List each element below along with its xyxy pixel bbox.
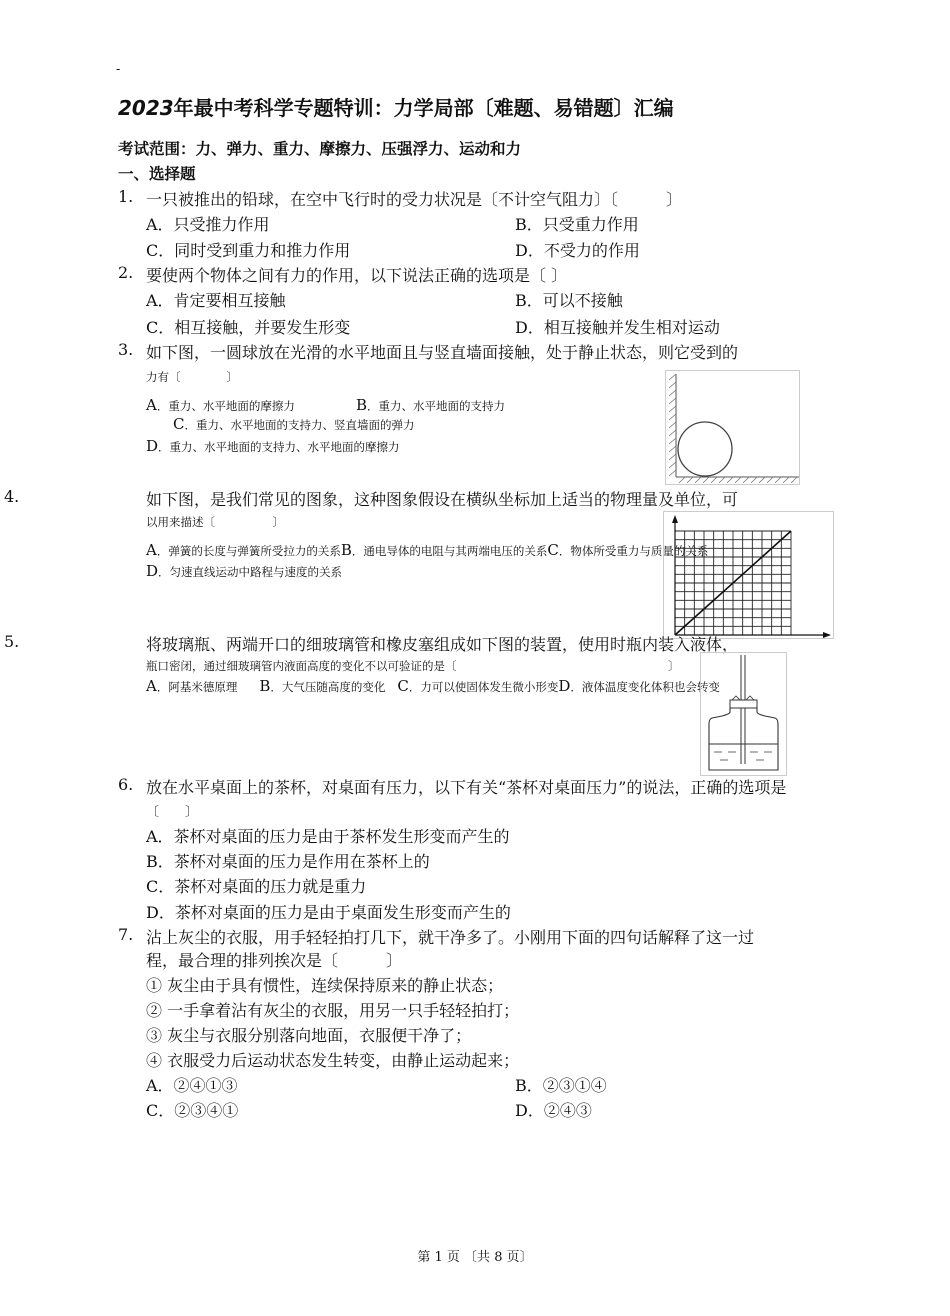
q7-option-c: C．②③④① [146, 1101, 239, 1120]
q1-option-c: C．同时受到重力和推力作用 [146, 241, 351, 260]
q7-statement-3: ③ 灰尘与衣服分别落向地面，衣服便干净了； [146, 1026, 472, 1045]
q1-stem: 一只被推出的铅球，在空中飞行时的受力状况是〔不计空气阻力〕〔 〕 [146, 190, 683, 209]
q5-stem-line2-end: 〕 [668, 659, 680, 673]
q3-option-b-letter: B [356, 396, 368, 414]
q1-option-d: D．不受力的作用 [515, 241, 640, 260]
q5-stem-line2: 瓶口密闭，通过细玻璃管内液面高度的变化不以可验证的是〔 [146, 659, 457, 673]
q5-option-d-text: ．液体温度变化体积也会转变 [570, 680, 720, 694]
q3-option-a [146, 395, 295, 414]
q4-linear-graph-figure [663, 511, 835, 641]
q5-options [146, 676, 720, 695]
q7-statement-4: ④ 衣服受力后运动状态发生转变，由静止运动起来； [146, 1051, 520, 1070]
q6-option-b: B．茶杯对桌面的压力是作用在茶杯上的 [146, 852, 430, 871]
q4-stem-line1: 如下图，是我们常见的图象，这种图象假设在横纵坐标加上适当的物理量及单位，可 [146, 490, 739, 509]
header-mark: - [116, 62, 121, 76]
q6-option-c: C．茶杯对桌面的压力就是重力 [146, 877, 367, 896]
q7-option-b: B．②③①④ [515, 1076, 607, 1095]
q3-ball-wall-figure [665, 370, 800, 485]
q4-option-c-letter: C [547, 541, 559, 559]
q5-bottle-tube-figure [700, 652, 788, 777]
q6-option-d: D．茶杯对桌面的压力是由于桌面发生形变而产生的 [146, 903, 511, 922]
q4-number: 4. [4, 487, 20, 506]
q2-option-a: A．肯定要相互接触 [146, 291, 286, 310]
q2-number: 2. [118, 263, 134, 282]
q3-number: 3. [118, 340, 134, 359]
q5-option-d-letter: D [558, 677, 571, 695]
exam-scope: 考试范围：力、弹力、重力、摩擦力、压强浮力、运动和力 [118, 140, 522, 158]
q4-stem-line2: 以用来描述〔 〕 [146, 515, 284, 529]
q4-option-d [146, 561, 342, 580]
q7-option-d: D．②④③ [515, 1101, 592, 1120]
q2-option-c: C．相互接触，并要发生形变 [146, 318, 351, 337]
q5-option-a-text: ．阿基米德原理 [156, 680, 238, 694]
q3-option-d-text: ．重力、水平地面的支持力、水平地面的摩擦力 [158, 440, 400, 454]
q5-option-b-letter: B [259, 677, 271, 695]
q3-option-c [173, 414, 414, 433]
q7-number: 7. [118, 925, 134, 944]
q3-option-d [146, 436, 400, 455]
page-footer: 第 1 页 〔共 8 页〕 [417, 1250, 533, 1265]
q2-option-d: D．相互接触并发生相对运动 [515, 318, 720, 337]
q7-option-a: A．②④①③ [146, 1076, 238, 1095]
q6-stem-line1: 放在水平桌面上的茶杯，对桌面有压力，以下有关“茶杯对桌面压力”的说法，正确的选项是 [146, 778, 787, 797]
q2-stem: 要使两个物体之间有力的作用，以下说法正确的选项是〔 〕 [146, 266, 568, 285]
q3-option-d-letter: D [146, 437, 159, 455]
q3-option-a-text: ．重力、水平地面的摩擦力 [156, 399, 295, 413]
q3-option-c-text: ．重力、水平地面的支持力、竖直墙面的弹力 [184, 418, 415, 432]
q1-option-a: A．只受推力作用 [146, 215, 270, 234]
q3-stem-line1: 如下图，一圆球放在光滑的水平地面且与竖直墙面接触，处于静止状态，则它受到的 [146, 343, 739, 362]
q6-number: 6. [118, 775, 134, 794]
q7-stem-line2: 程，最合理的排列挨次是〔 〕 [146, 951, 403, 970]
q3-option-b [356, 395, 505, 414]
q5-option-b-text: ．大气压随高度的变化 [270, 680, 386, 694]
q5-option-c-text: ．力可以使固体发生微小形变 [408, 680, 559, 694]
title-text: 年最中考科学专题特训：力学局部〔难题、易错题〕汇编 [173, 96, 674, 120]
q3-option-b-text: ．重力、水平地面的支持力 [367, 399, 506, 413]
q6-stem-line2: 〔 〕 [146, 805, 199, 820]
q4-option-a-text: ．弹簧的长度与弹簧所受拉力的关系 [156, 544, 341, 558]
q7-statement-2: ② 一手拿着沾有灰尘的衣服，用另一只手轻轻拍打； [146, 1001, 520, 1020]
section-heading: 一、选择题 [118, 165, 196, 183]
q4-option-c-text: ．物体所受重力与质量的关系 [558, 544, 709, 558]
q6-option-a: A．茶杯对桌面的压力是由于茶杯发生形变而产生的 [146, 827, 510, 846]
q5-option-a-letter: A [146, 677, 157, 695]
q1-number: 1. [118, 187, 134, 206]
q4-option-b-text: ．通电导体的电阻与其两端电压的关系 [351, 544, 548, 558]
q2-option-b: B．可以不接触 [515, 291, 623, 310]
q3-option-a-letter: A [146, 396, 157, 414]
q7-statement-1: ① 灰尘由于具有惯性，连续保持原来的静止状态； [146, 976, 504, 995]
q3-option-c-letter: C [173, 415, 185, 433]
q7-stem-line1: 沾上灰尘的衣服，用手轻轻拍打几下，就干净多了。小刚用下面的四句话解释了这一过 [146, 928, 755, 947]
q5-option-c-letter: C [397, 677, 409, 695]
q1-option-b: B．只受重力作用 [515, 215, 639, 234]
title-year: 2023 [118, 96, 174, 120]
q4-options-abc [146, 540, 708, 559]
q4-option-a-letter: A [146, 541, 157, 559]
q5-number: 5. [4, 632, 20, 651]
page-title [118, 92, 674, 121]
q4-option-b-letter: B [340, 541, 352, 559]
q4-option-d-letter: D [146, 562, 159, 580]
q3-stem-line2: 力有〔 〕 [146, 370, 238, 384]
q4-option-d-text: ．匀速直线运动中路程与速度的关系 [158, 565, 343, 579]
q5-stem-line1: 将玻璃瓶、两端开口的细玻璃管和橡皮塞组成如下图的装置，使用时瓶内装入液体， [146, 635, 739, 654]
